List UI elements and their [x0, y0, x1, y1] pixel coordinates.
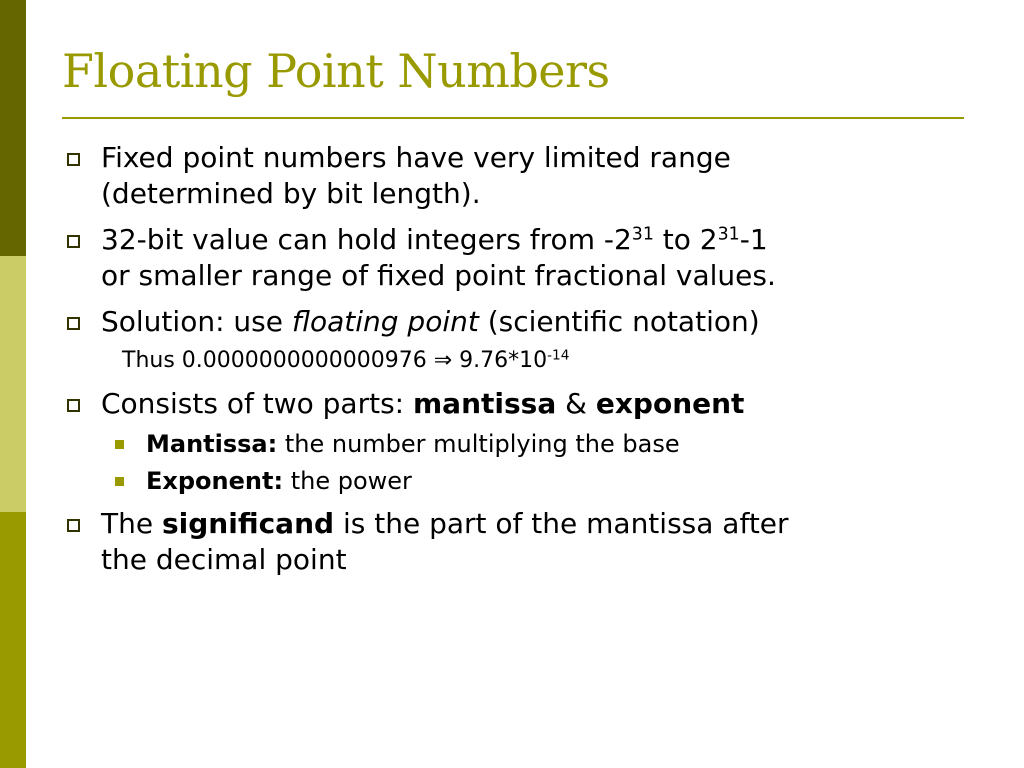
bullet-fixed-point: [101, 140, 731, 176]
hollow-square-bullet-icon: [67, 317, 80, 330]
bullet-32bit-line2: [101, 258, 776, 294]
slide-title: Floating Point Numbers: [62, 44, 610, 98]
bullet-text: The: [101, 507, 162, 540]
hollow-square-bullet-icon: [67, 399, 80, 412]
example-line: [122, 347, 569, 375]
bullet-text-line2: (determined by bit length).: [101, 177, 481, 210]
bullet-text: &: [556, 387, 596, 420]
bullet-text: is the part of the mantissa after: [334, 507, 789, 540]
bullet-solution: [101, 304, 760, 340]
bullet-text: Consists of two parts:: [101, 387, 413, 420]
hollow-square-bullet-icon: [67, 153, 80, 166]
italic-term: floating point: [291, 305, 479, 338]
bullet-text: -1: [739, 223, 768, 256]
bold-term: Mantissa:: [146, 430, 278, 458]
exponent-superscript: 31: [717, 224, 740, 245]
sub-bullet-mantissa: [146, 429, 680, 459]
implies-arrow-icon: ⇒: [433, 348, 453, 373]
bullet-text: 32-bit value can hold integers from -2: [101, 223, 632, 256]
exponent-superscript: -14: [547, 347, 570, 364]
bullet-text: Solution: use: [101, 305, 292, 338]
bullet-text: to 2: [653, 223, 718, 256]
bullet-text-line2: the decimal point: [101, 543, 347, 576]
bullet-significand-line2: [101, 542, 347, 578]
bullet-fixed-point-line2: [101, 176, 481, 212]
bullet-significand: [101, 506, 789, 542]
filled-square-bullet-icon: [115, 477, 124, 486]
example-text: Thus 0.0000000000000976: [122, 348, 434, 373]
bold-term: mantissa: [413, 387, 557, 420]
hollow-square-bullet-icon: [67, 235, 80, 248]
bullet-text-line2: or smaller range of fixed point fractional values.: [101, 259, 776, 292]
bullet-two-parts: [101, 386, 744, 422]
bold-term: Exponent:: [146, 467, 284, 495]
bullet-32bit: [101, 222, 768, 258]
bold-term: exponent: [595, 387, 745, 420]
bullet-text: (scientific notation): [478, 305, 760, 338]
exponent-superscript: 31: [631, 224, 654, 245]
hollow-square-bullet-icon: [67, 519, 80, 532]
example-value: 9.76*10: [452, 348, 548, 373]
sub-bullet-text: the power: [283, 467, 412, 495]
bullet-text-line1: Fixed point numbers have very limited range: [101, 141, 731, 174]
sub-bullet-text: the number multiplying the base: [277, 430, 680, 458]
bold-term: significand: [161, 507, 335, 540]
sub-bullet-exponent: [146, 466, 412, 496]
filled-square-bullet-icon: [115, 440, 124, 449]
